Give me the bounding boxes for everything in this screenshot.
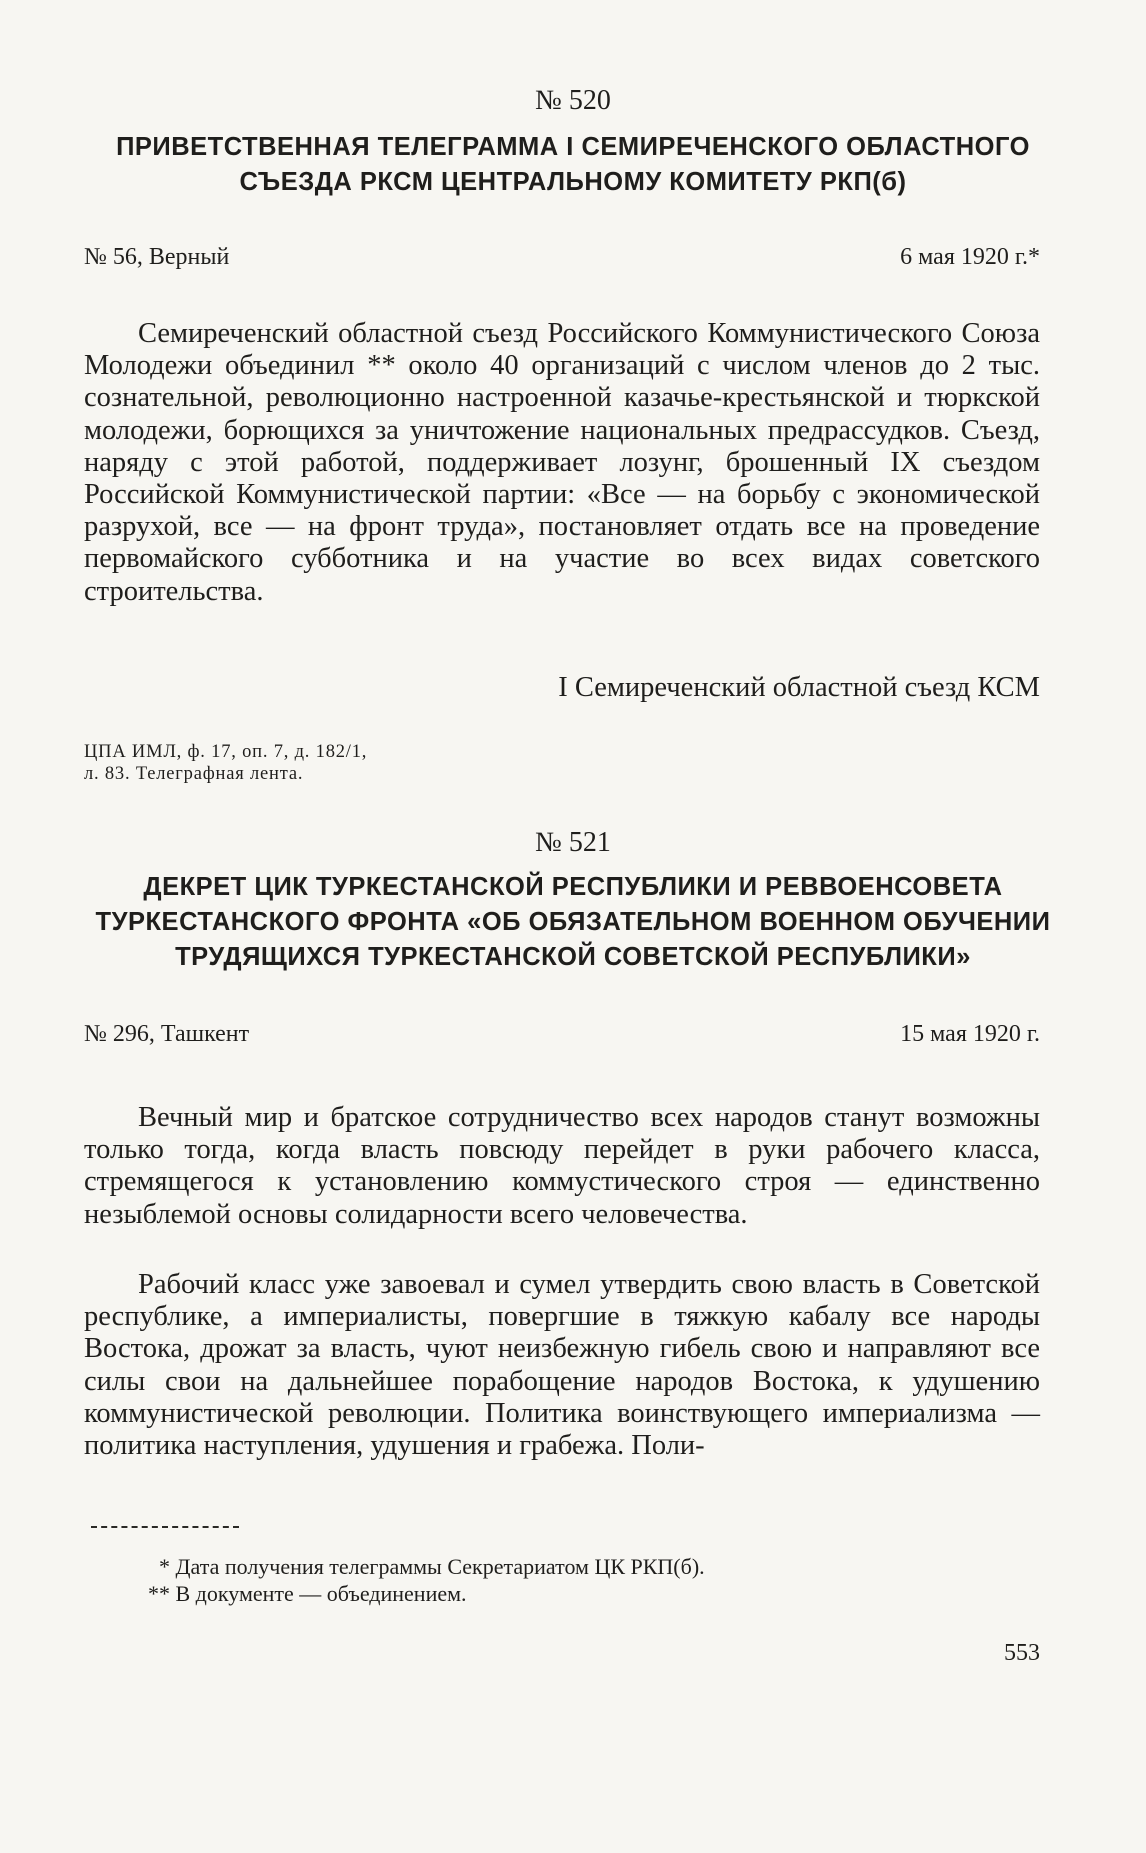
- doc-521-paragraph-2: Рабочий класс уже завоевал и сумел утвердить свою власть в Советской республике, а империалисты, повергшие в тяжкую кабалу все народы Востока, дрожат за власть, чуют неизбежную гибель свою и направляют все силы свои на дальнейшее порабощение народов Востока, к удушению коммунистической революции. Политика воинствующего империализма — политика наступления, удушения и грабежа. Поли-: [84, 1269, 1040, 1462]
- doc-521-title: ДЕКРЕТ ЦИК ТУРКЕСТАНСКОЙ РЕСПУБЛИКИ И РЕВВОЕНСОВЕТА ТУРКЕСТАНСКОГО ФРОНТА «ОБ ОБЯЗАТЕЛЬНОМ ВОЕННОМ ОБУЧЕНИИ ТРУДЯЩИХСЯ ТУРКЕСТАНСКОЙ СОВЕТСКОЙ РЕСПУБЛИКИ»: [95, 873, 1051, 971]
- doc-520-archive: [84, 741, 604, 785]
- doc-520-number: № 520: [535, 85, 611, 116]
- doc-520-body: Семиреченский областной съезд Российского Коммунистического Союза Молодежи объединил ** около 40 организаций с числом членов до 2 тыс. сознательной, революционно настроенной казачье-крестьянской и тюркской молодежи, борющихся за уничтожение национальных предрассудков. Съезд, наряду с этой работой, поддерживает лозунг, брошенный IX съездом Российской Коммунистической партии: «Все — на борьбу с экономической разрухой, все — на фронт труда», постановляет отдать все на проведение первомайского субботника и на участие во всех видах советского строительства.: [84, 318, 1040, 607]
- doc-521-ref: № 296, Ташкент: [84, 1021, 250, 1047]
- doc-520-ref: № 56, Верный: [84, 244, 230, 270]
- doc-520-signature: I Семиреченский областной съезд КСМ: [558, 672, 1040, 703]
- doc-521-paragraph-1: Вечный мир и братское сотрудничество всех народов станут возможны только тогда, когда власть повсюду перейдет в руки рабочего класса, стремящегося к установлению коммустического строя — единственно незыблемой основы солидарности всего человечества.: [84, 1102, 1040, 1230]
- page-number: 553: [1004, 1640, 1040, 1666]
- footnote-2: ** В документе — объединением.: [148, 1581, 467, 1606]
- doc-520-date: 6 мая 1920 г.*: [900, 244, 1040, 270]
- archive-line-2: л. 83. Телеграфная лента.: [84, 764, 304, 784]
- doc-520-meta: [84, 242, 1040, 272]
- footnote-1: * Дата получения телеграммы Секретариатом ЦК РКП(б).: [159, 1554, 705, 1579]
- doc-521-meta: [84, 1019, 1040, 1049]
- doc-521-date: 15 мая 1920 г.: [900, 1021, 1040, 1047]
- archive-line-1: ЦПА ИМЛ, ф. 17, оп. 7, д. 182/1,: [84, 742, 368, 762]
- doc-520-title: ПРИВЕТСТВЕННАЯ ТЕЛЕГРАММА I СЕМИРЕЧЕНСКОГО ОБЛАСТНОГО СЪЕЗДА РКСМ ЦЕНТРАЛЬНОМУ КОМИТЕТУ РКП(б): [116, 133, 1030, 196]
- doc-521-number: № 521: [535, 827, 611, 858]
- footnote-divider: [91, 1526, 239, 1528]
